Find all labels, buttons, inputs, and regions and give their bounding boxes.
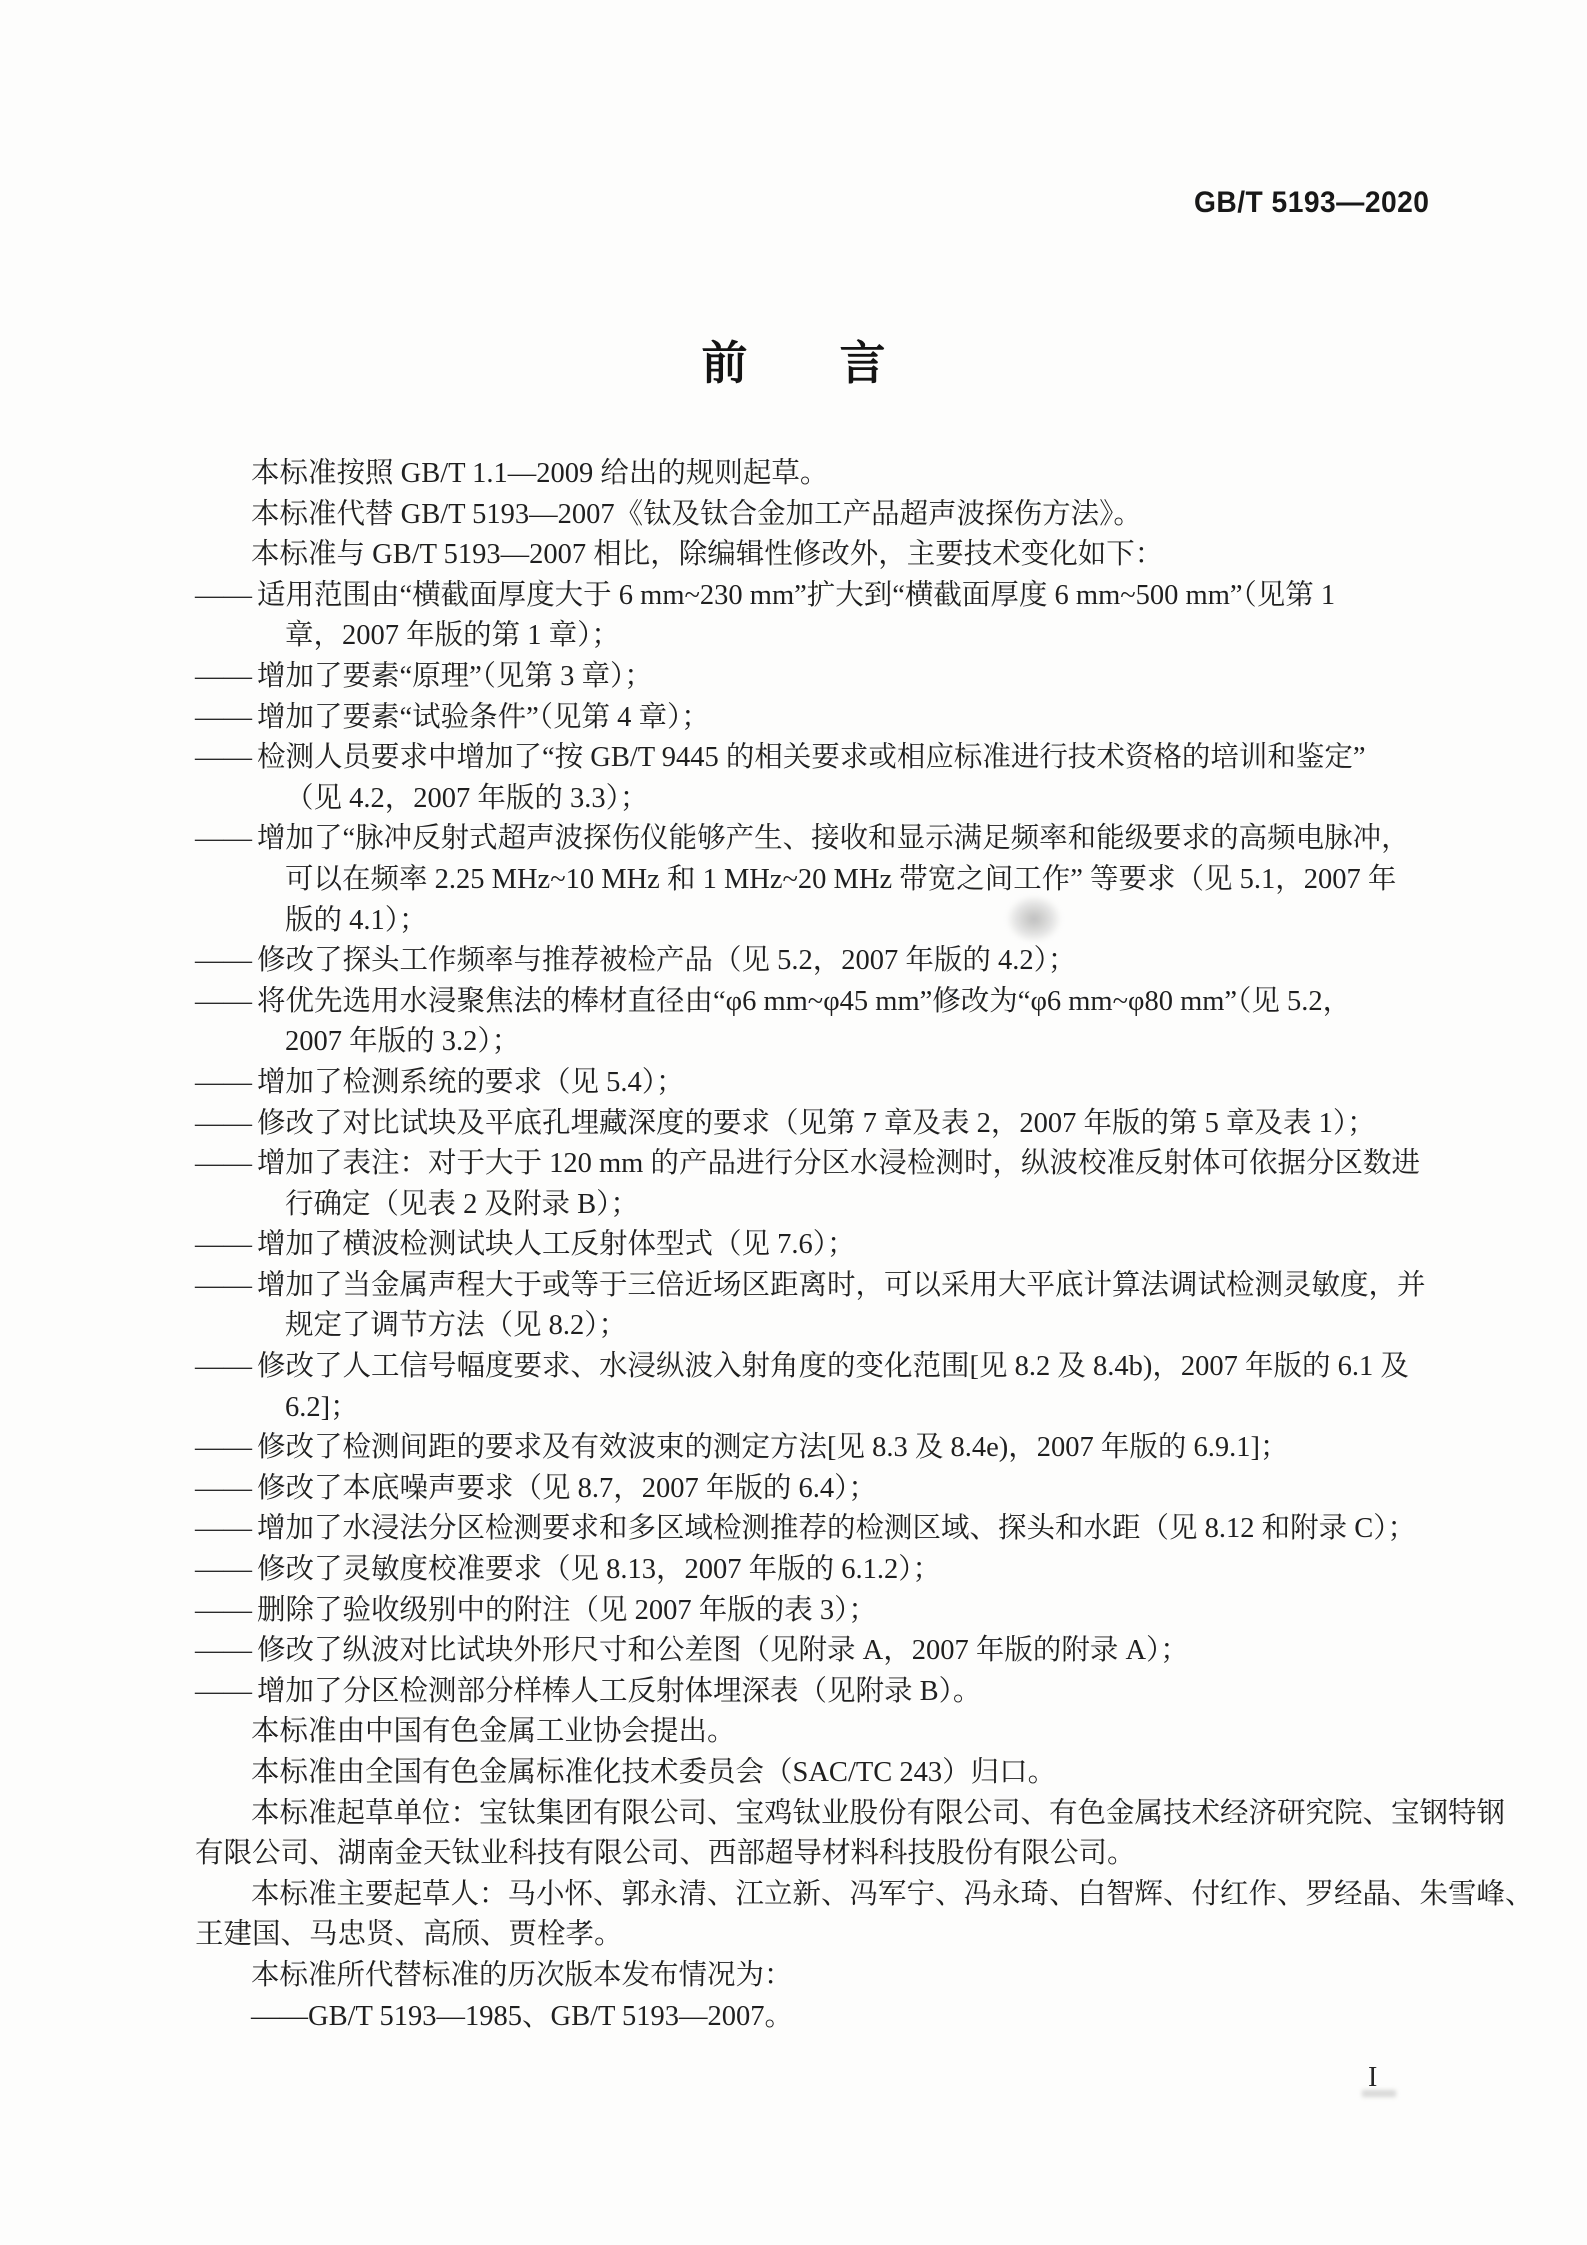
- text-line: [195, 1469, 1465, 1510]
- text-line: 王建国、马忠贤、高颀、贾栓孝。: [195, 1919, 623, 1951]
- list-dash: ——: [195, 1472, 252, 1504]
- list-dash: ——: [195, 1635, 252, 1667]
- text-line: 6.2]；: [285, 1391, 359, 1423]
- text-line: 本标准主要起草人：马小怀、郭永清、江立新、冯军宁、冯永琦、白智辉、付红作、罗经晶、朱雪峰、: [251, 1878, 1534, 1910]
- text-line: [195, 1063, 1465, 1104]
- text-line: [195, 1631, 1465, 1672]
- list-item-text: 增加了横波检测试块人工反射体型式（见 7.6）；: [257, 1229, 856, 1261]
- list-dash: ——: [195, 701, 252, 733]
- list-dash: ——: [195, 1554, 252, 1586]
- text-line: [195, 1104, 1465, 1145]
- list-dash: ——: [195, 1148, 252, 1180]
- list-item-text: 增加了当金属声程大于或等于三倍近场区距离时，可以采用大平底计算法调试检测灵敏度，并: [257, 1269, 1426, 1301]
- list-dash: ——: [195, 1229, 252, 1261]
- list-dash: ——: [195, 1269, 252, 1301]
- page-title: 前言: [701, 338, 978, 389]
- list-dash: ——: [195, 579, 252, 611]
- list-dash: ——: [195, 1513, 252, 1545]
- text-line: 版的 4.1）；: [285, 904, 428, 936]
- text-line: [195, 819, 1465, 860]
- list-dash: ——: [195, 1594, 252, 1626]
- text-line: 本标准代替 GB/T 5193—2007《钛及钛合金加工产品超声波探伤方法》。: [251, 498, 1142, 530]
- text-line: 2007 年版的 3.2）；: [285, 1026, 521, 1058]
- list-item-text: 将优先选用水浸聚焦法的棒材直径由“φ6 mm~φ45 mm”修改为“φ6 mm~φ80 mm”（见 5.2，: [257, 985, 1352, 1017]
- text-line: 行确定（见表 2 及附录 B）；: [285, 1188, 639, 1220]
- text-line: [195, 982, 1465, 1023]
- list-dash: ——: [195, 1432, 252, 1464]
- page-number: I: [1368, 2062, 1378, 2093]
- list-dash: ——: [195, 823, 252, 855]
- list-dash: ——: [195, 1107, 252, 1139]
- list-item-text: 修改了对比试块及平底孔埋藏深度的要求（见第 7 章及表 2，2007 年版的第 5 章及表 1）；: [257, 1107, 1376, 1139]
- text-line: 有限公司、湖南金天钛业科技有限公司、西部超导材料科技股份有限公司。: [195, 1838, 1136, 1870]
- list-item-text: 修改了检测间距的要求及有效波束的测定方法[见 8.3 及 8.4e)，2007 年版的 6.9.1]；: [257, 1432, 1289, 1464]
- text-line: [195, 576, 1465, 617]
- list-dash: ——: [195, 945, 252, 977]
- text-line: [195, 698, 1465, 739]
- list-dash: ——: [195, 742, 252, 774]
- list-dash: ——: [195, 985, 252, 1017]
- text-line: 本标准所代替标准的历次版本发布情况为：: [251, 1959, 793, 1991]
- text-line: [195, 1347, 1465, 1388]
- list-dash: ——: [195, 1675, 252, 1707]
- list-item-text: 修改了本底噪声要求（见 8.7，2007 年版的 6.4）；: [257, 1472, 877, 1504]
- text-line: 本标准由全国有色金属标准化技术委员会（SAC/TC 243）归口。: [251, 1757, 1057, 1788]
- list-item-text: 增加了要素“原理”（见第 3 章）；: [257, 660, 653, 692]
- text-line: [195, 657, 1465, 698]
- standard-number: GB/T 5193—2020: [1194, 186, 1430, 219]
- list-item-text: 修改了人工信号幅度要求、水浸纵波入射角度的变化范围[见 8.2 及 8.4b)，2007 年版的 6.1 及: [257, 1351, 1409, 1383]
- list-item-text: 修改了纵波对比试块外形尺寸和公差图（见附录 A，2007 年版的附录 A）；: [257, 1635, 1189, 1667]
- text-line: （见 4.2，2007 年版的 3.3）；: [285, 782, 649, 814]
- text-line: ——GB/T 5193—1985、GB/T 5193—2007。: [251, 2000, 794, 2032]
- list-dash: ——: [195, 660, 252, 692]
- list-item-text: 适用范围由“横截面厚度大于 6 mm~230 mm”扩大到“横截面厚度 6 mm~500 mm”（见第 1: [257, 579, 1336, 611]
- list-dash: ——: [195, 1351, 252, 1383]
- text-line: 可以在频率 2.25 MHz~10 MHz 和 1 MHz~20 MHz 带宽之间工作” 等要求（见 5.1，2007 年: [285, 863, 1397, 895]
- text-line: [195, 1266, 1465, 1307]
- list-item-text: 增加了水浸法分区检测要求和多区域检测推荐的检测区域、探头和水距（见 8.12 和附录 C）；: [257, 1513, 1417, 1545]
- list-item-text: 增加了分区检测部分样棒人工反射体埋深表（见附录 B）。: [257, 1675, 982, 1707]
- text-line: 本标准起草单位：宝钛集团有限公司、宝鸡钛业股份有限公司、有色金属技术经济研究院、宝钢特钢: [251, 1797, 1506, 1829]
- text-line: [195, 1225, 1465, 1266]
- list-item-text: 增加了要素“试验条件”（见第 4 章）；: [257, 701, 710, 733]
- text-line: 章，2007 年版的第 1 章）；: [285, 620, 620, 652]
- list-item-text: 检测人员要求中增加了“按 GB/T 9445 的相关要求或相应标准进行技术资格的培训和鉴定”: [257, 742, 1366, 774]
- list-item-text: 增加了表注：对于大于 120 mm 的产品进行分区水浸检测时，纵波校准反射体可依据分区数进: [257, 1148, 1420, 1180]
- text-line: [195, 738, 1465, 779]
- list-item-text: 增加了检测系统的要求（见 5.4）；: [257, 1066, 685, 1098]
- text-line: 本标准与 GB/T 5193—2007 相比，除编辑性修改外，主要技术变化如下：: [251, 539, 1164, 571]
- list-item-text: 增加了“脉冲反射式超声波探伤仪能够产生、接收和显示满足频率和能级要求的高频电脉冲，: [257, 823, 1410, 855]
- list-item-text: 删除了验收级别中的附注（见 2007 年版的表 3）；: [257, 1594, 877, 1626]
- list-dash: ——: [195, 1066, 252, 1098]
- text-line: [195, 1672, 1465, 1713]
- list-item-text: 修改了灵敏度校准要求（见 8.13，2007 年版的 6.1.2）；: [257, 1554, 942, 1586]
- text-line: [195, 1550, 1465, 1591]
- text-line: [195, 1144, 1465, 1185]
- text-line: 本标准由中国有色金属工业协会提出。: [251, 1716, 736, 1748]
- text-line: [195, 1428, 1465, 1469]
- text-line: [195, 941, 1465, 982]
- list-item-text: 修改了探头工作频率与推荐被检产品（见 5.2，2007 年版的 4.2）；: [257, 945, 1077, 977]
- foreword-body: [195, 454, 1534, 2037]
- text-line: 本标准按照 GB/T 1.1—2009 给出的规则起草。: [251, 458, 829, 489]
- text-line: 规定了调节方法（见 8.2）；: [285, 1310, 628, 1342]
- text-line: [195, 1509, 1465, 1550]
- text-line: [195, 1591, 1465, 1632]
